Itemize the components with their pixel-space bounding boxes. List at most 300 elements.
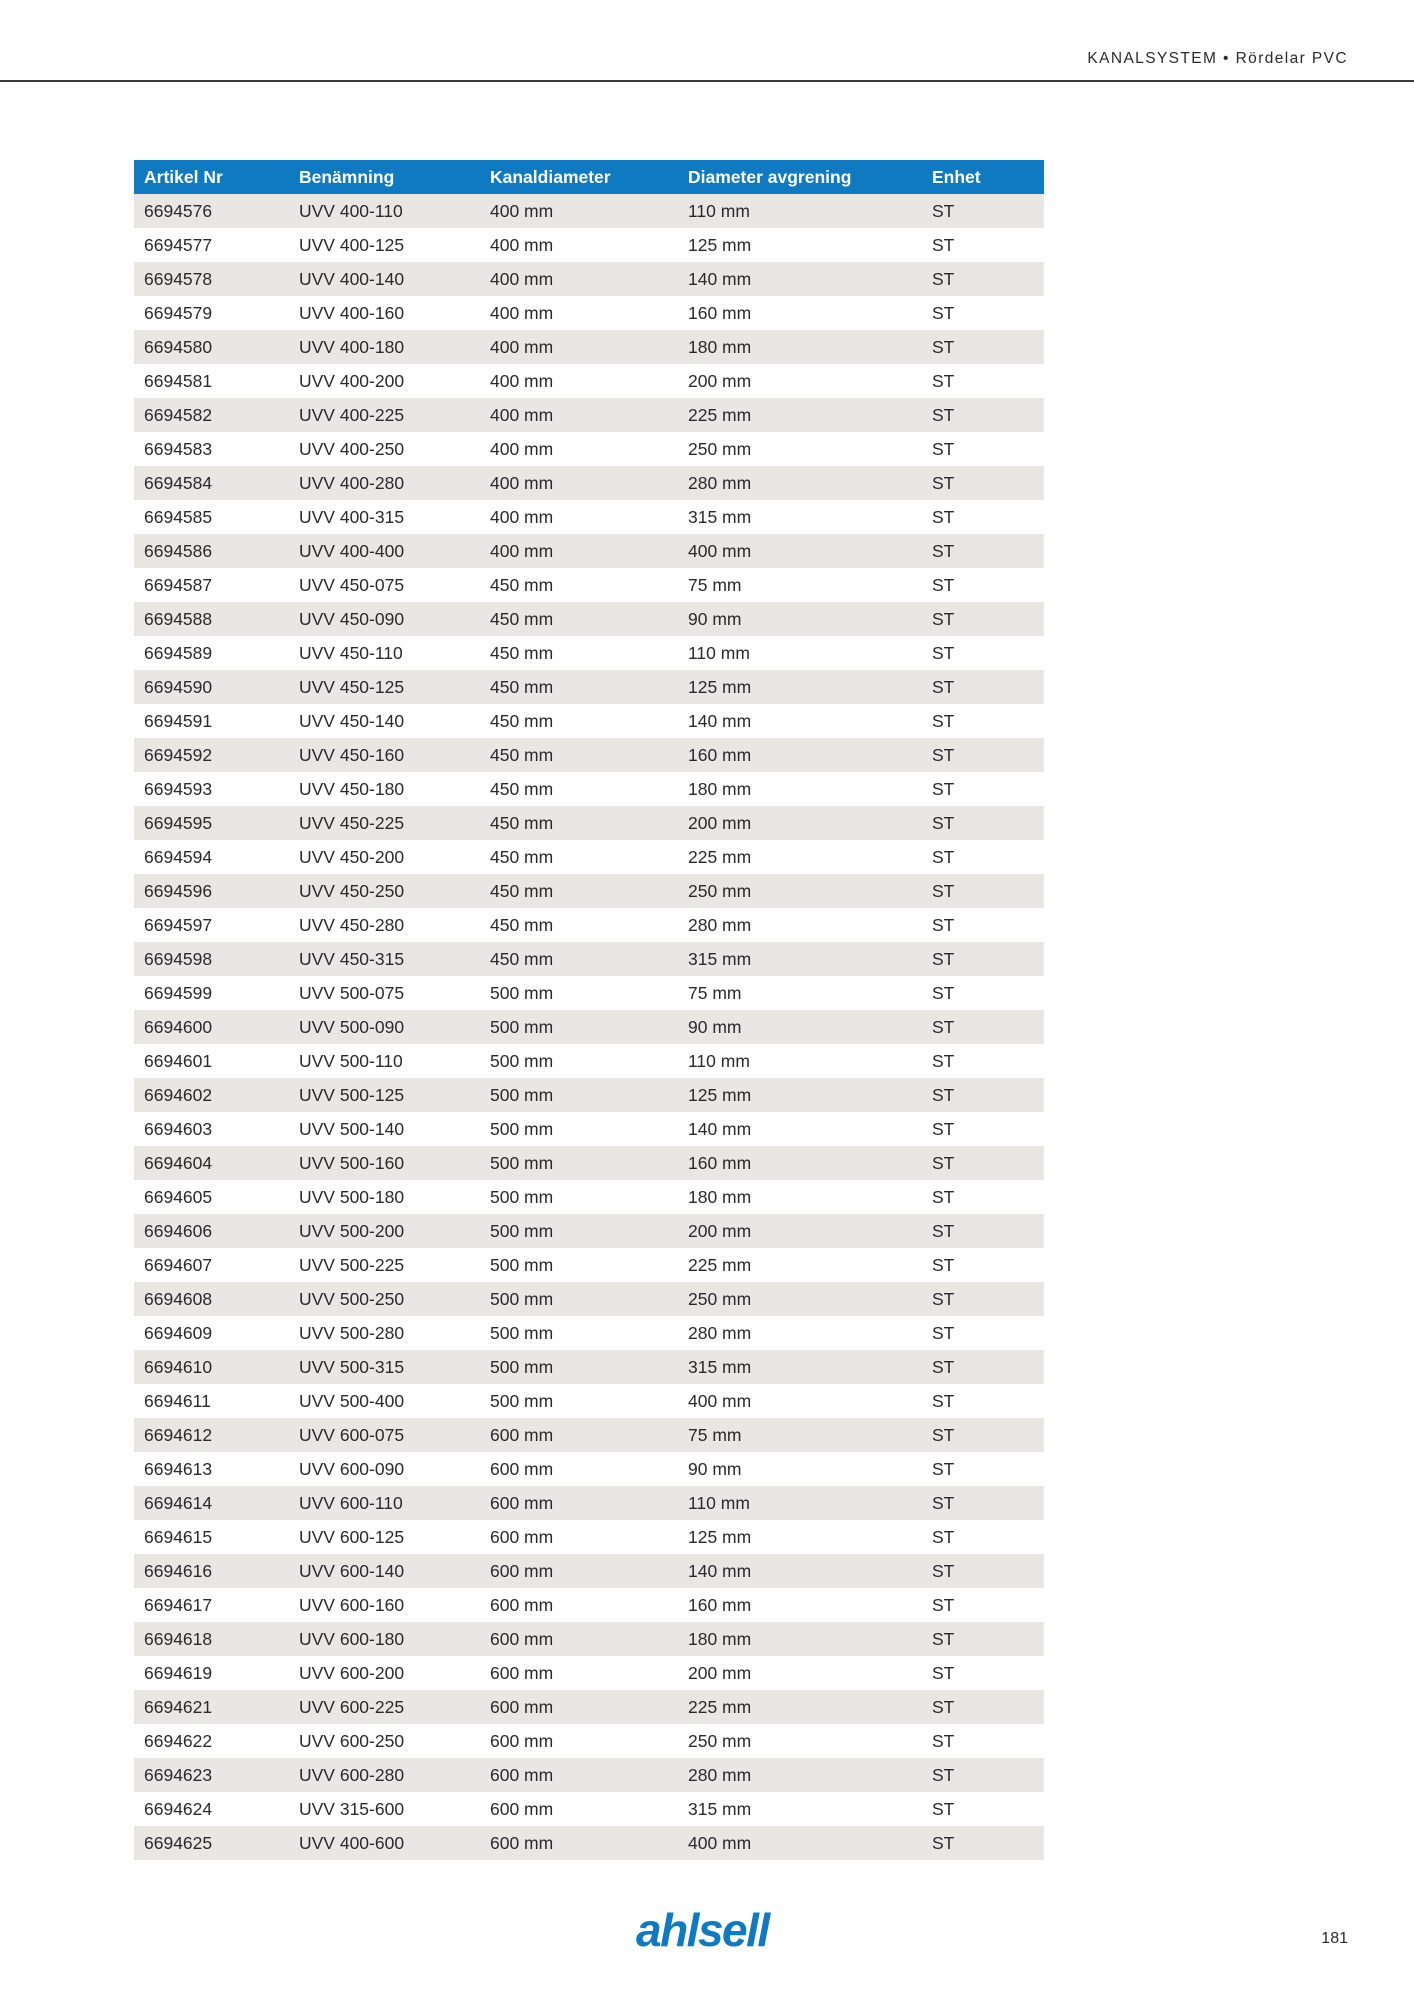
cell-enhet: ST [932,506,955,527]
cell-benamning: UVV 500-250 [299,1288,405,1309]
table-row [134,1486,1044,1520]
cell-diameter-avgrening: 315 mm [688,1798,752,1819]
cell-kanaldiameter: 450 mm [490,574,554,595]
table-row [134,1282,1044,1316]
cell-enhet: ST [932,1458,955,1479]
cell-artikel-nr: 6694592 [144,744,213,765]
cell-diameter-avgrening: 140 mm [688,1560,752,1581]
table-row [134,1350,1044,1384]
cell-artikel-nr: 6694608 [144,1288,213,1309]
cell-benamning: UVV 450-225 [299,812,405,833]
cell-artikel-nr: 6694625 [144,1832,213,1853]
cell-artikel-nr: 6694591 [144,710,213,731]
cell-benamning: UVV 500-400 [299,1390,405,1411]
cell-benamning: UVV 450-090 [299,608,405,629]
cell-diameter-avgrening: 140 mm [688,1118,752,1139]
cell-diameter-avgrening: 250 mm [688,1730,752,1751]
cell-benamning: UVV 450-250 [299,880,405,901]
cell-diameter-avgrening: 225 mm [688,1254,752,1275]
cell-enhet: ST [932,1594,955,1615]
cell-artikel-nr: 6694613 [144,1458,213,1479]
cell-kanaldiameter: 600 mm [490,1832,554,1853]
cell-artikel-nr: 6694617 [144,1594,213,1615]
cell-artikel-nr: 6694577 [144,234,213,255]
cell-enhet: ST [932,1696,955,1717]
cell-benamning: UVV 450-075 [299,574,405,595]
table-row [134,1112,1044,1146]
cell-diameter-avgrening: 125 mm [688,1526,752,1547]
cell-kanaldiameter: 600 mm [490,1628,554,1649]
cell-enhet: ST [932,268,955,289]
cell-benamning: UVV 400-225 [299,404,405,425]
cell-artikel-nr: 6694599 [144,982,213,1003]
header-divider [0,80,1414,82]
table-row [134,500,1044,534]
cell-enhet: ST [932,1152,955,1173]
cell-kanaldiameter: 450 mm [490,608,554,629]
cell-artikel-nr: 6694589 [144,642,213,663]
table-row [134,1520,1044,1554]
cell-artikel-nr: 6694598 [144,948,213,969]
cell-artikel-nr: 6694615 [144,1526,213,1547]
cell-artikel-nr: 6694611 [144,1390,211,1411]
cell-benamning: UVV 400-160 [299,302,405,323]
section-title: KANALSYSTEM • Rördelar PVC [1087,50,1348,67]
cell-kanaldiameter: 500 mm [490,1356,554,1377]
cell-artikel-nr: 6694578 [144,268,213,289]
cell-enhet: ST [932,1322,955,1343]
cell-artikel-nr: 6694618 [144,1628,213,1649]
column-header-enhet: Enhet [932,166,981,187]
cell-benamning: UVV 400-180 [299,336,405,357]
cell-kanaldiameter: 450 mm [490,710,554,731]
table-row [134,602,1044,636]
column-header-artikel-nr: Artikel Nr [144,166,223,187]
cell-diameter-avgrening: 90 mm [688,1458,742,1479]
cell-diameter-avgrening: 200 mm [688,812,752,833]
cell-artikel-nr: 6694619 [144,1662,213,1683]
cell-diameter-avgrening: 280 mm [688,472,752,493]
cell-artikel-nr: 6694583 [144,438,213,459]
table-row [134,1316,1044,1350]
cell-benamning: UVV 400-600 [299,1832,405,1853]
cell-enhet: ST [932,1390,955,1411]
table-row [134,772,1044,806]
cell-kanaldiameter: 400 mm [490,540,554,561]
cell-diameter-avgrening: 200 mm [688,370,752,391]
table-row [134,262,1044,296]
cell-diameter-avgrening: 200 mm [688,1220,752,1241]
table-row [134,1384,1044,1418]
cell-enhet: ST [932,1764,955,1785]
table-row [134,1554,1044,1588]
cell-enhet: ST [932,608,955,629]
cell-artikel-nr: 6694580 [144,336,213,357]
table-row [134,670,1044,704]
cell-artikel-nr: 6694602 [144,1084,213,1105]
table-row [134,1214,1044,1248]
cell-enhet: ST [932,710,955,731]
cell-benamning: UVV 450-140 [299,710,405,731]
cell-diameter-avgrening: 75 mm [688,574,742,595]
cell-kanaldiameter: 400 mm [490,472,554,493]
cell-benamning: UVV 400-400 [299,540,405,561]
cell-artikel-nr: 6694612 [144,1424,213,1445]
cell-kanaldiameter: 450 mm [490,642,554,663]
cell-kanaldiameter: 450 mm [490,880,554,901]
table-row [134,1078,1044,1112]
cell-kanaldiameter: 600 mm [490,1458,554,1479]
cell-benamning: UVV 400-110 [299,200,403,221]
cell-benamning: UVV 400-200 [299,370,405,391]
cell-enhet: ST [932,982,955,1003]
cell-benamning: UVV 600-180 [299,1628,405,1649]
table-row [134,738,1044,772]
table-row [134,1588,1044,1622]
cell-kanaldiameter: 400 mm [490,370,554,391]
cell-benamning: UVV 500-075 [299,982,405,1003]
cell-diameter-avgrening: 280 mm [688,1322,752,1343]
cell-diameter-avgrening: 180 mm [688,1186,752,1207]
cell-enhet: ST [932,948,955,969]
table-row [134,976,1044,1010]
cell-kanaldiameter: 450 mm [490,812,554,833]
cell-kanaldiameter: 400 mm [490,200,554,221]
cell-benamning: UVV 600-110 [299,1492,403,1513]
table-row [134,1044,1044,1078]
cell-diameter-avgrening: 180 mm [688,1628,752,1649]
cell-enhet: ST [932,812,955,833]
cell-diameter-avgrening: 225 mm [688,1696,752,1717]
cell-diameter-avgrening: 180 mm [688,336,752,357]
column-header-diameter-avgrening: Diameter avgrening [688,166,852,187]
cell-kanaldiameter: 450 mm [490,744,554,765]
table-row [134,636,1044,670]
cell-kanaldiameter: 500 mm [490,1016,554,1037]
table-row [134,1010,1044,1044]
cell-artikel-nr: 6694584 [144,472,213,493]
cell-benamning: UVV 400-250 [299,438,405,459]
cell-enhet: ST [932,1424,955,1445]
cell-kanaldiameter: 500 mm [490,1186,554,1207]
table-row [134,432,1044,466]
table-row [134,568,1044,602]
cell-artikel-nr: 6694576 [144,200,213,221]
cell-artikel-nr: 6694607 [144,1254,213,1275]
table-row [134,1146,1044,1180]
table-row [134,806,1044,840]
cell-artikel-nr: 6694593 [144,778,213,799]
cell-kanaldiameter: 500 mm [490,1152,554,1173]
cell-enhet: ST [932,1118,955,1139]
cell-artikel-nr: 6694582 [144,404,213,425]
table-row [134,704,1044,738]
cell-artikel-nr: 6694597 [144,914,213,935]
cell-enhet: ST [932,1628,955,1649]
cell-enhet: ST [932,1730,955,1751]
cell-enhet: ST [932,744,955,765]
cell-benamning: UVV 500-160 [299,1152,405,1173]
cell-kanaldiameter: 400 mm [490,268,554,289]
cell-enhet: ST [932,1220,955,1241]
cell-diameter-avgrening: 140 mm [688,268,752,289]
table-row [134,1180,1044,1214]
cell-benamning: UVV 500-110 [299,1050,403,1071]
cell-benamning: UVV 400-125 [299,234,405,255]
cell-benamning: UVV 500-280 [299,1322,405,1343]
cell-diameter-avgrening: 125 mm [688,676,752,697]
cell-diameter-avgrening: 315 mm [688,948,752,969]
cell-enhet: ST [932,676,955,697]
table-row [134,1826,1044,1860]
cell-kanaldiameter: 600 mm [490,1662,554,1683]
cell-benamning: UVV 600-200 [299,1662,405,1683]
cell-kanaldiameter: 450 mm [490,676,554,697]
cell-enhet: ST [932,1186,955,1207]
cell-kanaldiameter: 500 mm [490,1084,554,1105]
cell-benamning: UVV 450-125 [299,676,405,697]
table-row [134,1622,1044,1656]
cell-diameter-avgrening: 225 mm [688,404,752,425]
cell-kanaldiameter: 400 mm [490,234,554,255]
cell-diameter-avgrening: 225 mm [688,846,752,867]
cell-enhet: ST [932,914,955,935]
cell-kanaldiameter: 450 mm [490,914,554,935]
cell-artikel-nr: 6694596 [144,880,213,901]
cell-enhet: ST [932,302,955,323]
cell-kanaldiameter: 600 mm [490,1594,554,1615]
cell-benamning: UVV 500-200 [299,1220,405,1241]
table-row [134,1792,1044,1826]
cell-kanaldiameter: 500 mm [490,1390,554,1411]
cell-benamning: UVV 400-315 [299,506,405,527]
cell-benamning: UVV 600-225 [299,1696,405,1717]
cell-artikel-nr: 6694609 [144,1322,213,1343]
cell-benamning: UVV 500-225 [299,1254,405,1275]
cell-artikel-nr: 6694590 [144,676,213,697]
cell-kanaldiameter: 450 mm [490,846,554,867]
cell-benamning: UVV 600-140 [299,1560,405,1581]
table-body [134,194,1044,1860]
cell-kanaldiameter: 500 mm [490,1254,554,1275]
cell-diameter-avgrening: 140 mm [688,710,752,731]
cell-kanaldiameter: 500 mm [490,1322,554,1343]
cell-enhet: ST [932,1016,955,1037]
cell-artikel-nr: 6694622 [144,1730,213,1751]
cell-enhet: ST [932,642,955,663]
cell-enhet: ST [932,880,955,901]
cell-diameter-avgrening: 160 mm [688,744,752,765]
cell-diameter-avgrening: 110 mm [688,200,750,221]
cell-diameter-avgrening: 110 mm [688,1050,750,1071]
cell-benamning: UVV 600-125 [299,1526,405,1547]
cell-artikel-nr: 6694621 [144,1696,213,1717]
cell-kanaldiameter: 400 mm [490,404,554,425]
cell-diameter-avgrening: 280 mm [688,1764,752,1785]
product-table [134,160,1044,1860]
cell-enhet: ST [932,472,955,493]
cell-benamning: UVV 450-180 [299,778,405,799]
cell-diameter-avgrening: 160 mm [688,302,752,323]
cell-diameter-avgrening: 400 mm [688,540,752,561]
cell-benamning: UVV 600-090 [299,1458,405,1479]
cell-benamning: UVV 500-125 [299,1084,405,1105]
table-row [134,534,1044,568]
table-row [134,330,1044,364]
cell-diameter-avgrening: 180 mm [688,778,752,799]
cell-artikel-nr: 6694581 [144,370,213,391]
cell-kanaldiameter: 400 mm [490,438,554,459]
cell-artikel-nr: 6694616 [144,1560,213,1581]
cell-benamning: UVV 450-280 [299,914,405,935]
cell-diameter-avgrening: 125 mm [688,1084,752,1105]
cell-kanaldiameter: 600 mm [490,1526,554,1547]
table-row [134,942,1044,976]
cell-kanaldiameter: 600 mm [490,1560,554,1581]
cell-benamning: UVV 450-315 [299,948,405,969]
cell-artikel-nr: 6694623 [144,1764,213,1785]
cell-artikel-nr: 6694587 [144,574,213,595]
cell-enhet: ST [932,846,955,867]
cell-artikel-nr: 6694604 [144,1152,213,1173]
cell-artikel-nr: 6694586 [144,540,213,561]
cell-enhet: ST [932,1254,955,1275]
table-row [134,194,1044,228]
cell-kanaldiameter: 500 mm [490,982,554,1003]
cell-benamning: UVV 600-160 [299,1594,405,1615]
cell-artikel-nr: 6694588 [144,608,213,629]
cell-enhet: ST [932,336,955,357]
cell-kanaldiameter: 500 mm [490,1050,554,1071]
cell-enhet: ST [932,438,955,459]
cell-diameter-avgrening: 400 mm [688,1832,752,1853]
cell-diameter-avgrening: 160 mm [688,1594,752,1615]
cell-diameter-avgrening: 280 mm [688,914,752,935]
cell-artikel-nr: 6694610 [144,1356,213,1377]
cell-kanaldiameter: 400 mm [490,506,554,527]
cell-enhet: ST [932,574,955,595]
page-number: 181 [1321,1930,1348,1947]
cell-benamning: UVV 450-160 [299,744,405,765]
cell-enhet: ST [932,1356,955,1377]
cell-enhet: ST [932,200,955,221]
cell-kanaldiameter: 600 mm [490,1424,554,1445]
column-header-benamning: Benämning [299,166,395,187]
cell-kanaldiameter: 400 mm [490,302,554,323]
cell-benamning: UVV 400-140 [299,268,405,289]
cell-benamning: UVV 600-075 [299,1424,405,1445]
cell-diameter-avgrening: 160 mm [688,1152,752,1173]
cell-artikel-nr: 6694603 [144,1118,213,1139]
table-row [134,228,1044,262]
cell-diameter-avgrening: 90 mm [688,1016,742,1037]
cell-enhet: ST [932,778,955,799]
cell-enhet: ST [932,540,955,561]
cell-enhet: ST [932,1084,955,1105]
cell-benamning: UVV 600-250 [299,1730,405,1751]
cell-artikel-nr: 6694624 [144,1798,213,1819]
table-row [134,1656,1044,1690]
cell-diameter-avgrening: 75 mm [688,1424,742,1445]
cell-artikel-nr: 6694606 [144,1220,213,1241]
table-row [134,1248,1044,1282]
cell-diameter-avgrening: 315 mm [688,506,752,527]
cell-diameter-avgrening: 250 mm [688,880,752,901]
cell-kanaldiameter: 600 mm [490,1798,554,1819]
cell-kanaldiameter: 400 mm [490,336,554,357]
cell-benamning: UVV 500-140 [299,1118,405,1139]
cell-kanaldiameter: 500 mm [490,1118,554,1139]
cell-diameter-avgrening: 75 mm [688,982,742,1003]
table-row [134,296,1044,330]
cell-diameter-avgrening: 250 mm [688,1288,752,1309]
table-header-row [134,160,1044,194]
cell-diameter-avgrening: 400 mm [688,1390,752,1411]
table-row [134,1724,1044,1758]
cell-enhet: ST [932,1798,955,1819]
cell-diameter-avgrening: 200 mm [688,1662,752,1683]
table-row [134,398,1044,432]
cell-benamning: UVV 450-200 [299,846,405,867]
cell-kanaldiameter: 600 mm [490,1730,554,1751]
table-row [134,1758,1044,1792]
cell-kanaldiameter: 450 mm [490,778,554,799]
cell-enhet: ST [932,1492,955,1513]
table-row [134,908,1044,942]
cell-artikel-nr: 6694601 [144,1050,213,1071]
cell-benamning: UVV 450-110 [299,642,403,663]
cell-artikel-nr: 6694579 [144,302,213,323]
cell-diameter-avgrening: 315 mm [688,1356,752,1377]
cell-artikel-nr: 6694605 [144,1186,213,1207]
cell-artikel-nr: 6694614 [144,1492,213,1513]
cell-artikel-nr: 6694594 [144,846,213,867]
cell-enhet: ST [932,1560,955,1581]
cell-enhet: ST [932,234,955,255]
table-row [134,364,1044,398]
cell-kanaldiameter: 600 mm [490,1696,554,1717]
cell-enhet: ST [932,404,955,425]
cell-artikel-nr: 6694585 [144,506,213,527]
cell-kanaldiameter: 500 mm [490,1220,554,1241]
cell-enhet: ST [932,1288,955,1309]
cell-benamning: UVV 315-600 [299,1798,405,1819]
cell-enhet: ST [932,1526,955,1547]
table-row [134,1690,1044,1724]
table-row [134,1452,1044,1486]
cell-kanaldiameter: 450 mm [490,948,554,969]
cell-benamning: UVV 400-280 [299,472,405,493]
cell-benamning: UVV 500-180 [299,1186,405,1207]
table-row [134,1418,1044,1452]
cell-benamning: UVV 500-090 [299,1016,405,1037]
cell-benamning: UVV 600-280 [299,1764,405,1785]
cell-enhet: ST [932,370,955,391]
cell-artikel-nr: 6694600 [144,1016,213,1037]
table-row [134,874,1044,908]
cell-enhet: ST [932,1662,955,1683]
cell-benamning: UVV 500-315 [299,1356,405,1377]
table-row [134,466,1044,500]
column-header-kanaldiameter: Kanaldiameter [490,166,611,187]
cell-diameter-avgrening: 125 mm [688,234,752,255]
ahlsell-logo: ahlsell [636,1904,769,1956]
cell-diameter-avgrening: 250 mm [688,438,752,459]
cell-artikel-nr: 6694595 [144,812,213,833]
table-row [134,840,1044,874]
cell-enhet: ST [932,1832,955,1853]
cell-kanaldiameter: 600 mm [490,1764,554,1785]
